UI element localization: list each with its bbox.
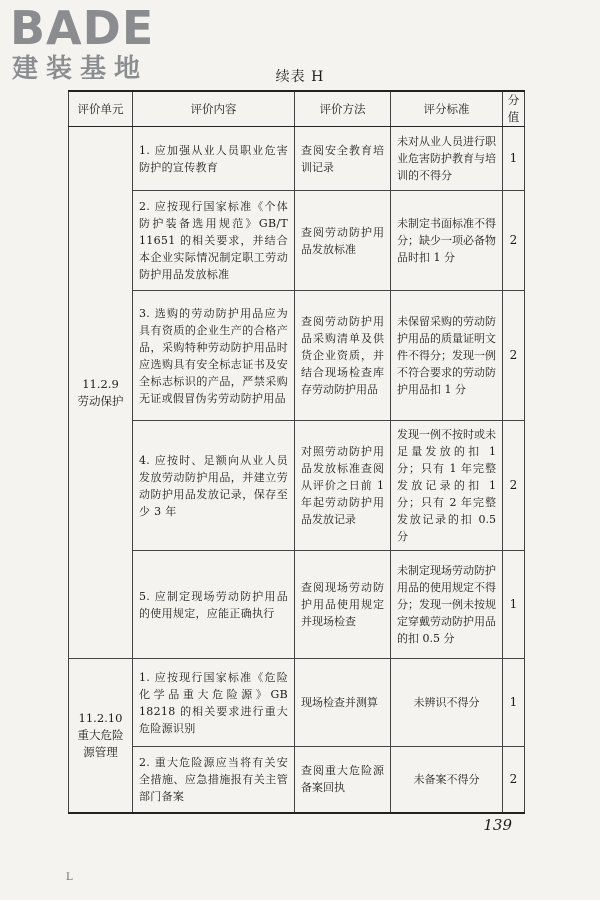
content-cell: 3. 选购的劳动防护用品应为具有资质的企业生产的合格产品，采购特种劳动防护用品时应选购具有安全标志证书及安全标志标识的产品，严禁采购无证或假冒伪劣劳动防护用品 xyxy=(133,291,295,421)
criteria-cell: 未辨识不得分 xyxy=(391,659,503,747)
header-score: 分值 xyxy=(503,91,525,127)
score-cell: 1 xyxy=(503,551,525,659)
content-cell: 2. 应按现行国家标准《个体防护装备选用规范》GB/T 11651 的相关要求，并结合本企业实际情况制定职工劳动防护用品发放标准 xyxy=(133,191,295,291)
table-row xyxy=(69,127,525,191)
logo-brand: BADE xyxy=(10,1,155,55)
content-cell: 5. 应制定现场劳动防护用品的使用规定，应能正确执行 xyxy=(133,551,295,659)
score-cell: 2 xyxy=(503,291,525,421)
header-content: 评价内容 xyxy=(133,91,295,127)
method-cell: 查阅劳动防护用品采购清单及供货企业资质，并结合现场检查库存劳动防护用品 xyxy=(295,291,391,421)
method-cell: 查阅现场劳动防护用品使用规定并现场检查 xyxy=(295,551,391,659)
criteria-cell: 发现一例不按时或未足量发放的扣 1 分；只有 1 年完整发放记录的扣 1 分；只有 2 年完整发放记录的扣 0.5 分 xyxy=(391,421,503,551)
score-cell: 2 xyxy=(503,191,525,291)
table-row xyxy=(69,191,525,291)
header-method: 评价方法 xyxy=(295,91,391,127)
table-row xyxy=(69,551,525,659)
header-unit: 评价单元 xyxy=(69,91,133,127)
method-cell: 查阅安全教育培训记录 xyxy=(295,127,391,191)
content-cell: 1. 应加强从业人员职业危害防护的宣传教育 xyxy=(133,127,295,191)
table-row xyxy=(69,421,525,551)
score-cell: 1 xyxy=(503,659,525,747)
content-cell: 4. 应按时、足额向从业人员发放劳动防护用品，并建立劳动防护用品发放记录，保存至少 3 年 xyxy=(133,421,295,551)
content-cell: 1. 应按现行国家标准《危险化学品重大危险源》GB 18218 的相关要求进行重大危险源识别 xyxy=(133,659,295,747)
method-cell: 现场检查并测算 xyxy=(295,659,391,747)
criteria-cell: 未制定书面标准不得分；缺少一项必备物品时扣 1 分 xyxy=(391,191,503,291)
method-cell: 查阅重大危险源备案回执 xyxy=(295,747,391,813)
method-cell: 对照劳动防护用品发放标准查阅从评价之日前 1 年起劳动防护用品发放记录 xyxy=(295,421,391,551)
table-header-row xyxy=(69,91,525,127)
criteria-cell: 未保留采购的劳动防护用品的质量证明文件不得分；发现一例不符合要求的劳动防护用品扣 1 分 xyxy=(391,291,503,421)
criteria-cell: 未对从业人员进行职业危害防护教育与培训的不得分 xyxy=(391,127,503,191)
header-criteria: 评分标准 xyxy=(391,91,503,127)
table-row xyxy=(69,659,525,747)
margin-mark: L xyxy=(66,872,73,883)
table-row xyxy=(69,291,525,421)
page-number: 139 xyxy=(483,816,512,834)
table-caption: 续表 H xyxy=(275,69,325,85)
table-row xyxy=(69,747,525,813)
score-cell: 2 xyxy=(503,747,525,813)
logo-subtitle: 建装基地 xyxy=(12,54,149,84)
criteria-cell: 未制定现场劳动防护用品的使用规定不得分；发现一例未按规定穿戴劳动防护用品的扣 0.5 分 xyxy=(391,551,503,659)
criteria-cell: 未备案不得分 xyxy=(391,747,503,813)
unit-cell-labor-protection: 11.2.9 劳动保护 xyxy=(69,127,133,659)
evaluation-table xyxy=(68,90,525,814)
score-cell: 1 xyxy=(503,127,525,191)
unit-cell-major-hazard: 11.2.10 重大危险源管理 xyxy=(69,659,133,813)
score-cell: 2 xyxy=(503,421,525,551)
method-cell: 查阅劳动防护用品发放标准 xyxy=(295,191,391,291)
content-cell: 2. 重大危险源应当将有关安全措施、应急措施报有关主管部门备案 xyxy=(133,747,295,813)
